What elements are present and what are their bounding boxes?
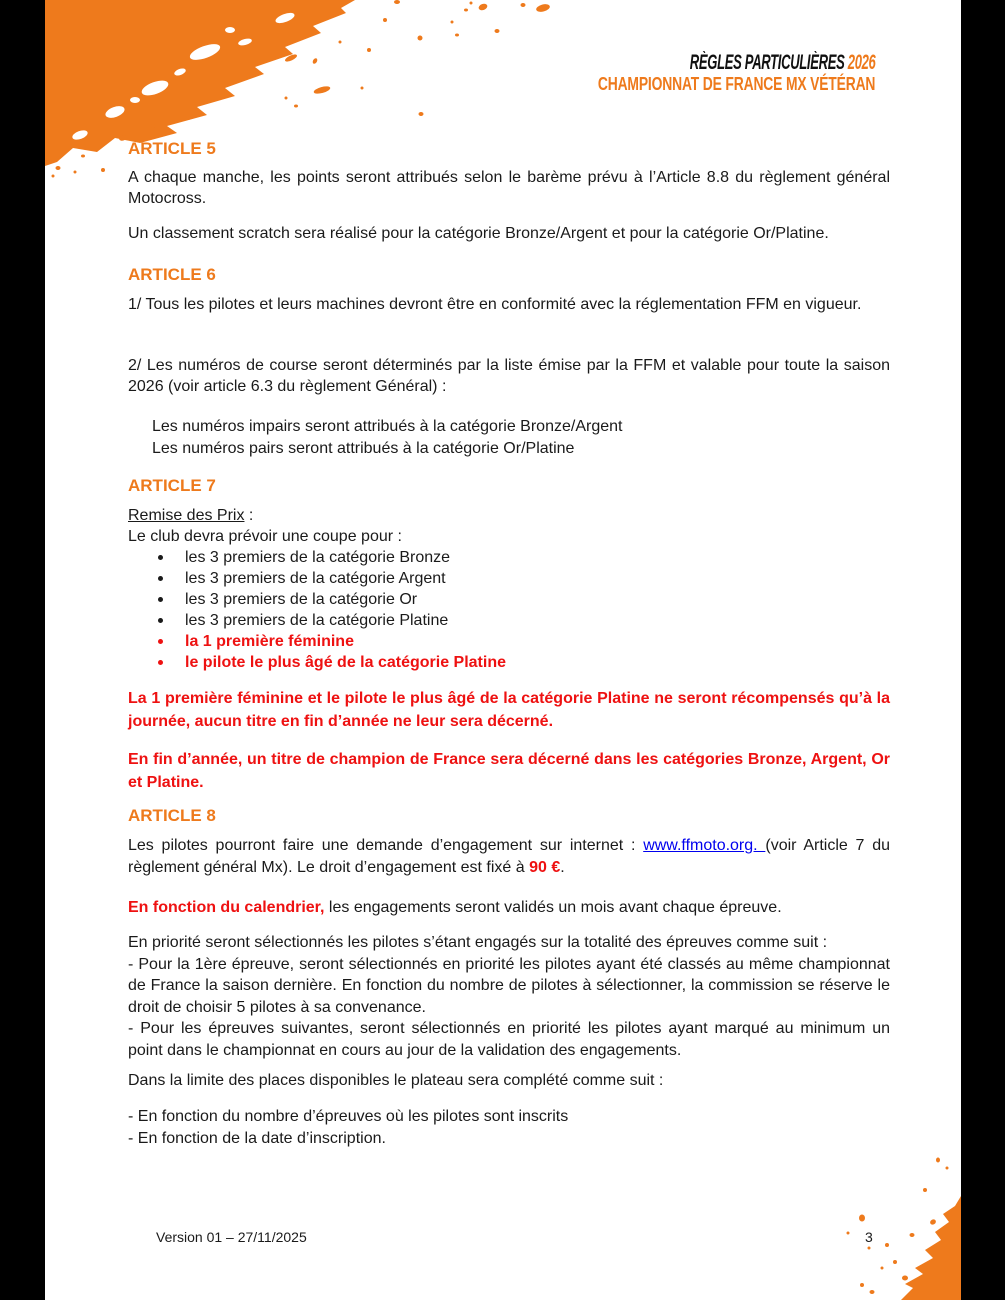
article-6-number-rules	[128, 416, 890, 460]
engagement-fee: 90 €	[529, 859, 561, 876]
calendar-rest: les engagements seront validés un mois avant chaque épreuve.	[324, 899, 782, 916]
selection-rules-block	[128, 932, 890, 1061]
criteria-events-count: - En fonction du nombre d’épreuves où les pilotes sont inscrits	[128, 1108, 569, 1125]
bullet-dot	[158, 660, 163, 665]
red-notice-paragraph-1: La 1 première féminine et le pilote le plus âgé de la catégorie Platine ne seront récompensés qu’à la journée, aucun titre en fin d’année ne leur sera décerné.	[128, 690, 890, 730]
article-6-paragraph-1: 1/ Tous les pilotes et leurs machines devront être en conformité avec la réglementation FFM en vigueur.	[128, 296, 862, 313]
doc-title	[576, 51, 875, 75]
plateau-criteria	[128, 1106, 890, 1150]
footer-page-number: 3	[865, 1229, 873, 1245]
document-page	[45, 0, 961, 1300]
engagement-text-before: Les pilotes pourront faire une demande d’engagement sur internet :	[128, 837, 644, 854]
engagement-text-after: (voir Article 7 du règlement général Mx). Le droit d’engagement est fixé à	[128, 837, 890, 876]
bullet-dot	[158, 618, 163, 623]
engagement-paragraph	[128, 835, 890, 879]
cup-bullet-list	[128, 547, 890, 673]
numbers-odd-line: Les numéros impairs seront attribués à la catégorie Bronze/Argent	[152, 418, 623, 435]
engagement-end: .	[560, 859, 565, 876]
plateau-intro: Dans la limite des places disponibles le plateau sera complété comme suit :	[128, 1072, 664, 1089]
article-5-heading: ARTICLE 5	[128, 139, 216, 158]
article-6-heading: ARTICLE 6	[128, 265, 216, 284]
calendar-red-lead: En fonction du calendrier,	[128, 899, 325, 916]
article-8-heading: ARTICLE 8	[128, 806, 216, 825]
bullet-dot	[158, 597, 163, 602]
brush-stroke-top-left	[45, 0, 605, 190]
calendar-paragraph	[128, 897, 890, 918]
bullet-item: les 3 premiers de la catégorie Bronze	[128, 547, 890, 568]
prize-giving-label: Remise des Prix	[128, 507, 245, 524]
prize-giving-subtitle	[128, 505, 890, 526]
article-6-paragraph-2: 2/ Les numéros de course seront déterminés par la liste émise par la FFM et valable pour toute la saison 2026 (voir article 6.3 du règlement Général) :	[128, 357, 890, 395]
bullet-item: les 3 premiers de la catégorie Or	[128, 589, 890, 610]
bullet-dot	[158, 555, 163, 560]
prize-giving-colon: :	[244, 507, 254, 524]
selection-rule-next-events: - Pour les épreuves suivantes, seront sélectionnés en priorité les pilotes ayant marqué au minimum un point dans le championnat en cours au jour de la validation des engagements.	[128, 1020, 890, 1059]
selection-intro: En priorité seront sélectionnés les pilotes s’étant engagés sur la totalité des épreuves comme suit :	[128, 934, 828, 951]
criteria-registration-date: - En fonction de la date d’inscription.	[128, 1130, 386, 1147]
selection-rule-first-event: - Pour la 1ère épreuve, seront sélectionnés en priorité les pilotes ayant été classés au même championnat de France la saison dernière. En fonction du nombre de pilotes à sélectionner, la commission se réserve le droit de choisir 5 pilotes à sa convenance.	[128, 955, 890, 1016]
red-notice-paragraph-2: En fin d’année, un titre de champion de France sera décerné dans les catégories Bronze, Argent, Or et Platine.	[128, 751, 890, 791]
article-5-paragraph-2: Un classement scratch sera réalisé pour la catégorie Bronze/Argent et pour la catégorie Or/Platine.	[128, 225, 829, 242]
bullet-item: la 1 première féminine	[128, 631, 890, 652]
bullet-item: les 3 premiers de la catégorie Argent	[128, 568, 890, 589]
bullet-item: les 3 premiers de la catégorie Platine	[128, 610, 890, 631]
doc-title-text: RÈGLES PARTICULIÈRES	[689, 51, 848, 74]
brush-stroke-bottom-right	[841, 1150, 961, 1300]
cup-intro-line: Le club devra prévoir une coupe pour :	[128, 528, 402, 545]
doc-subtitle: CHAMPIONNAT DE FRANCE MX VÉTÉRAN	[597, 74, 875, 94]
doc-title-year: 2026	[847, 51, 875, 74]
ffmoto-link[interactable]: www.ffmoto.org.	[643, 837, 766, 854]
article-5-paragraph-1: A chaque manche, les points seront attribués selon le barème prévu à l’Article 8.8 du règlement général Motocross.	[128, 169, 890, 207]
bullet-dot	[158, 576, 163, 581]
footer-version: Version 01 – 27/11/2025	[156, 1229, 307, 1245]
numbers-even-line: Les numéros pairs seront attribués à la catégorie Or/Platine	[152, 440, 575, 457]
bullet-item: le pilote le plus âgé de la catégorie Platine	[128, 652, 890, 673]
bullet-dot	[158, 639, 163, 644]
article-7-heading: ARTICLE 7	[128, 476, 216, 495]
